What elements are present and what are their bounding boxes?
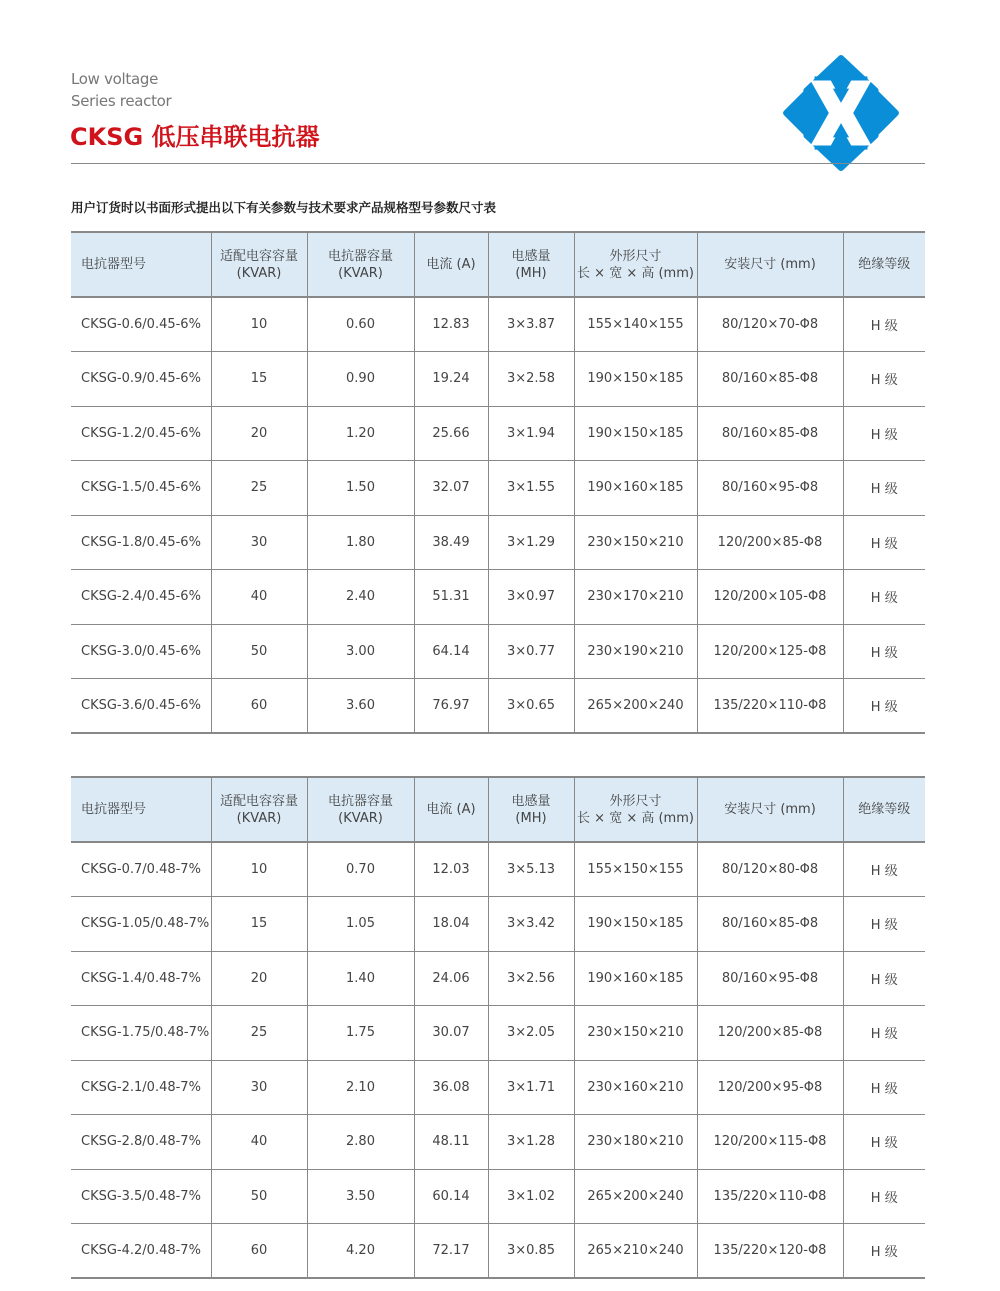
cell-mounting: 80/160×85-Φ8: [697, 897, 843, 952]
col-header-dimensions: 外形尺寸 长 × 宽 × 高 (mm): [574, 777, 697, 842]
table-row: [71, 352, 925, 407]
cell-insulation: H 级: [843, 297, 925, 352]
cell-insulation: H 级: [843, 461, 925, 516]
cell-insulation: H 级: [843, 1115, 925, 1170]
cell-reactor-capacity: 1.20: [307, 406, 414, 461]
cell-mounting: 120/200×95-Φ8: [697, 1060, 843, 1115]
table-row: [71, 297, 925, 352]
cell-current: 24.06: [414, 951, 488, 1006]
table-row: [71, 897, 925, 952]
cell-reactor-capacity: 0.70: [307, 842, 414, 897]
cell-current: 72.17: [414, 1224, 488, 1279]
cell-inductance: 3×1.94: [488, 406, 574, 461]
cell-capacitor-capacity: 20: [211, 406, 307, 461]
cell-mounting: 80/120×70-Φ8: [697, 297, 843, 352]
col-header-mounting: 安装尺寸 (mm): [697, 777, 843, 842]
cell-inductance: 3×2.05: [488, 1006, 574, 1061]
cell-capacitor-capacity: 40: [211, 1115, 307, 1170]
cell-capacitor-capacity: 25: [211, 461, 307, 516]
table-row: [71, 570, 925, 625]
col-header-capacitor-capacity: 适配电容容量 (KVAR): [211, 232, 307, 297]
cell-current: 25.66: [414, 406, 488, 461]
cell-dimensions: 230×170×210: [574, 570, 697, 625]
table-row: [71, 951, 925, 1006]
cell-inductance: 3×5.13: [488, 842, 574, 897]
cell-insulation: H 级: [843, 679, 925, 734]
table-row: [71, 1224, 925, 1279]
cell-inductance: 3×1.71: [488, 1060, 574, 1115]
cell-reactor-capacity: 2.80: [307, 1115, 414, 1170]
cell-inductance: 3×1.02: [488, 1169, 574, 1224]
cell-insulation: H 级: [843, 842, 925, 897]
table-row: [71, 406, 925, 461]
cell-dimensions: 265×200×240: [574, 1169, 697, 1224]
cell-current: 12.03: [414, 842, 488, 897]
cell-capacitor-capacity: 50: [211, 624, 307, 679]
cell-current: 18.04: [414, 897, 488, 952]
cell-insulation: H 级: [843, 570, 925, 625]
cell-inductance: 3×2.58: [488, 352, 574, 407]
cell-reactor-capacity: 1.50: [307, 461, 414, 516]
cell-dimensions: 190×150×185: [574, 406, 697, 461]
cell-reactor-capacity: 0.60: [307, 297, 414, 352]
subtitle-low-voltage: Low voltage: [71, 70, 159, 88]
table-header-row: [71, 232, 925, 297]
cell-insulation: H 级: [843, 1169, 925, 1224]
cell-mounting: 135/220×110-Φ8: [697, 1169, 843, 1224]
cell-capacitor-capacity: 15: [211, 897, 307, 952]
subtitle-series-reactor: Series reactor: [71, 92, 172, 110]
cell-model: CKSG-1.8/0.45-6%: [71, 515, 211, 570]
cell-current: 38.49: [414, 515, 488, 570]
cell-insulation: H 级: [843, 951, 925, 1006]
page-title: CKSG 低压串联电抗器: [70, 123, 320, 151]
table-row: [71, 624, 925, 679]
cell-reactor-capacity: 2.10: [307, 1060, 414, 1115]
cell-inductance: 3×0.85: [488, 1224, 574, 1279]
cell-inductance: 3×2.56: [488, 951, 574, 1006]
cell-mounting: 120/200×85-Φ8: [697, 515, 843, 570]
cell-current: 51.31: [414, 570, 488, 625]
cell-dimensions: 230×180×210: [574, 1115, 697, 1170]
col-header-inductance: 电感量 (MH): [488, 777, 574, 842]
xk-diamond-logo-icon: [780, 52, 902, 174]
cell-reactor-capacity: 1.40: [307, 951, 414, 1006]
cell-model: CKSG-1.2/0.45-6%: [71, 406, 211, 461]
cell-model: CKSG-1.4/0.48-7%: [71, 951, 211, 1006]
cell-dimensions: 265×200×240: [574, 679, 697, 734]
cell-inductance: 3×3.42: [488, 897, 574, 952]
cell-capacitor-capacity: 30: [211, 1060, 307, 1115]
cell-reactor-capacity: 1.05: [307, 897, 414, 952]
table-row: [71, 842, 925, 897]
cell-mounting: 80/120×80-Φ8: [697, 842, 843, 897]
cell-current: 12.83: [414, 297, 488, 352]
cell-dimensions: 155×150×155: [574, 842, 697, 897]
cell-current: 30.07: [414, 1006, 488, 1061]
table-row: [71, 1115, 925, 1170]
cell-capacitor-capacity: 10: [211, 297, 307, 352]
cell-model: CKSG-2.4/0.45-6%: [71, 570, 211, 625]
table-row: [71, 1169, 925, 1224]
cell-insulation: H 级: [843, 1006, 925, 1061]
cell-insulation: H 级: [843, 406, 925, 461]
header-divider: [71, 163, 925, 164]
cell-mounting: 80/160×95-Φ8: [697, 951, 843, 1006]
cell-current: 32.07: [414, 461, 488, 516]
cell-current: 60.14: [414, 1169, 488, 1224]
cell-current: 64.14: [414, 624, 488, 679]
spec-table-7-percent: [71, 776, 925, 1279]
cell-model: CKSG-0.6/0.45-6%: [71, 297, 211, 352]
cell-insulation: H 级: [843, 897, 925, 952]
cell-insulation: H 级: [843, 1224, 925, 1279]
cell-dimensions: 190×150×185: [574, 897, 697, 952]
cell-dimensions: 230×150×210: [574, 515, 697, 570]
cell-dimensions: 230×190×210: [574, 624, 697, 679]
cell-capacitor-capacity: 60: [211, 1224, 307, 1279]
col-header-reactor-capacity: 电抗器容量 (KVAR): [307, 777, 414, 842]
cell-dimensions: 190×160×185: [574, 951, 697, 1006]
cell-reactor-capacity: 1.80: [307, 515, 414, 570]
col-header-model: 电抗器型号: [71, 777, 211, 842]
col-header-capacitor-capacity: 适配电容容量 (KVAR): [211, 777, 307, 842]
cell-insulation: H 级: [843, 624, 925, 679]
cell-reactor-capacity: 2.40: [307, 570, 414, 625]
cell-reactor-capacity: 4.20: [307, 1224, 414, 1279]
cell-capacitor-capacity: 15: [211, 352, 307, 407]
cell-mounting: 120/200×105-Φ8: [697, 570, 843, 625]
cell-dimensions: 190×160×185: [574, 461, 697, 516]
cell-model: CKSG-0.9/0.45-6%: [71, 352, 211, 407]
cell-reactor-capacity: 1.75: [307, 1006, 414, 1061]
cell-mounting: 80/160×95-Φ8: [697, 461, 843, 516]
cell-mounting: 120/200×85-Φ8: [697, 1006, 843, 1061]
table-row: [71, 461, 925, 516]
cell-inductance: 3×0.77: [488, 624, 574, 679]
intro-text: 用户订货时以书面形式提出以下有关参数与技术要求产品规格型号参数尺寸表: [71, 200, 497, 215]
col-header-dimensions: 外形尺寸 长 × 宽 × 高 (mm): [574, 232, 697, 297]
col-header-reactor-capacity: 电抗器容量 (KVAR): [307, 232, 414, 297]
col-header-inductance: 电感量 (MH): [488, 232, 574, 297]
cell-dimensions: 190×150×185: [574, 352, 697, 407]
spec-table-6-percent: [71, 231, 925, 734]
cell-mounting: 135/220×110-Φ8: [697, 679, 843, 734]
cell-model: CKSG-4.2/0.48-7%: [71, 1224, 211, 1279]
cell-capacitor-capacity: 25: [211, 1006, 307, 1061]
cell-insulation: H 级: [843, 1060, 925, 1115]
cell-capacitor-capacity: 30: [211, 515, 307, 570]
cell-mounting: 80/160×85-Φ8: [697, 406, 843, 461]
cell-mounting: 120/200×125-Φ8: [697, 624, 843, 679]
cell-capacitor-capacity: 60: [211, 679, 307, 734]
cell-reactor-capacity: 3.00: [307, 624, 414, 679]
col-header-insulation: 绝缘等级: [843, 232, 925, 297]
col-header-insulation: 绝缘等级: [843, 777, 925, 842]
cell-capacitor-capacity: 40: [211, 570, 307, 625]
cell-reactor-capacity: 3.60: [307, 679, 414, 734]
table-row: [71, 515, 925, 570]
cell-model: CKSG-3.0/0.45-6%: [71, 624, 211, 679]
cell-capacitor-capacity: 20: [211, 951, 307, 1006]
cell-current: 36.08: [414, 1060, 488, 1115]
cell-inductance: 3×1.28: [488, 1115, 574, 1170]
cell-inductance: 3×1.55: [488, 461, 574, 516]
cell-dimensions: 230×150×210: [574, 1006, 697, 1061]
cell-model: CKSG-1.5/0.45-6%: [71, 461, 211, 516]
cell-reactor-capacity: 0.90: [307, 352, 414, 407]
cell-capacitor-capacity: 10: [211, 842, 307, 897]
col-header-current: 电流 (A): [414, 232, 488, 297]
table-row: [71, 679, 925, 734]
cell-mounting: 135/220×120-Φ8: [697, 1224, 843, 1279]
cell-insulation: H 级: [843, 515, 925, 570]
col-header-model: 电抗器型号: [71, 232, 211, 297]
table-row: [71, 1006, 925, 1061]
cell-dimensions: 230×160×210: [574, 1060, 697, 1115]
cell-model: CKSG-2.8/0.48-7%: [71, 1115, 211, 1170]
cell-model: CKSG-0.7/0.48-7%: [71, 842, 211, 897]
cell-model: CKSG-3.5/0.48-7%: [71, 1169, 211, 1224]
table-row: [71, 1060, 925, 1115]
cell-current: 48.11: [414, 1115, 488, 1170]
cell-reactor-capacity: 3.50: [307, 1169, 414, 1224]
cell-capacitor-capacity: 50: [211, 1169, 307, 1224]
cell-inductance: 3×0.97: [488, 570, 574, 625]
cell-inductance: 3×1.29: [488, 515, 574, 570]
cell-current: 19.24: [414, 352, 488, 407]
cell-inductance: 3×0.65: [488, 679, 574, 734]
cell-mounting: 120/200×115-Φ8: [697, 1115, 843, 1170]
table-header-row: [71, 777, 925, 842]
cell-model: CKSG-1.05/0.48-7%: [71, 897, 211, 952]
cell-dimensions: 265×210×240: [574, 1224, 697, 1279]
cell-insulation: H 级: [843, 352, 925, 407]
cell-current: 76.97: [414, 679, 488, 734]
cell-dimensions: 155×140×155: [574, 297, 697, 352]
cell-model: CKSG-1.75/0.48-7%: [71, 1006, 211, 1061]
cell-model: CKSG-2.1/0.48-7%: [71, 1060, 211, 1115]
col-header-current: 电流 (A): [414, 777, 488, 842]
cell-mounting: 80/160×85-Φ8: [697, 352, 843, 407]
cell-inductance: 3×3.87: [488, 297, 574, 352]
cell-model: CKSG-3.6/0.45-6%: [71, 679, 211, 734]
col-header-mounting: 安装尺寸 (mm): [697, 232, 843, 297]
